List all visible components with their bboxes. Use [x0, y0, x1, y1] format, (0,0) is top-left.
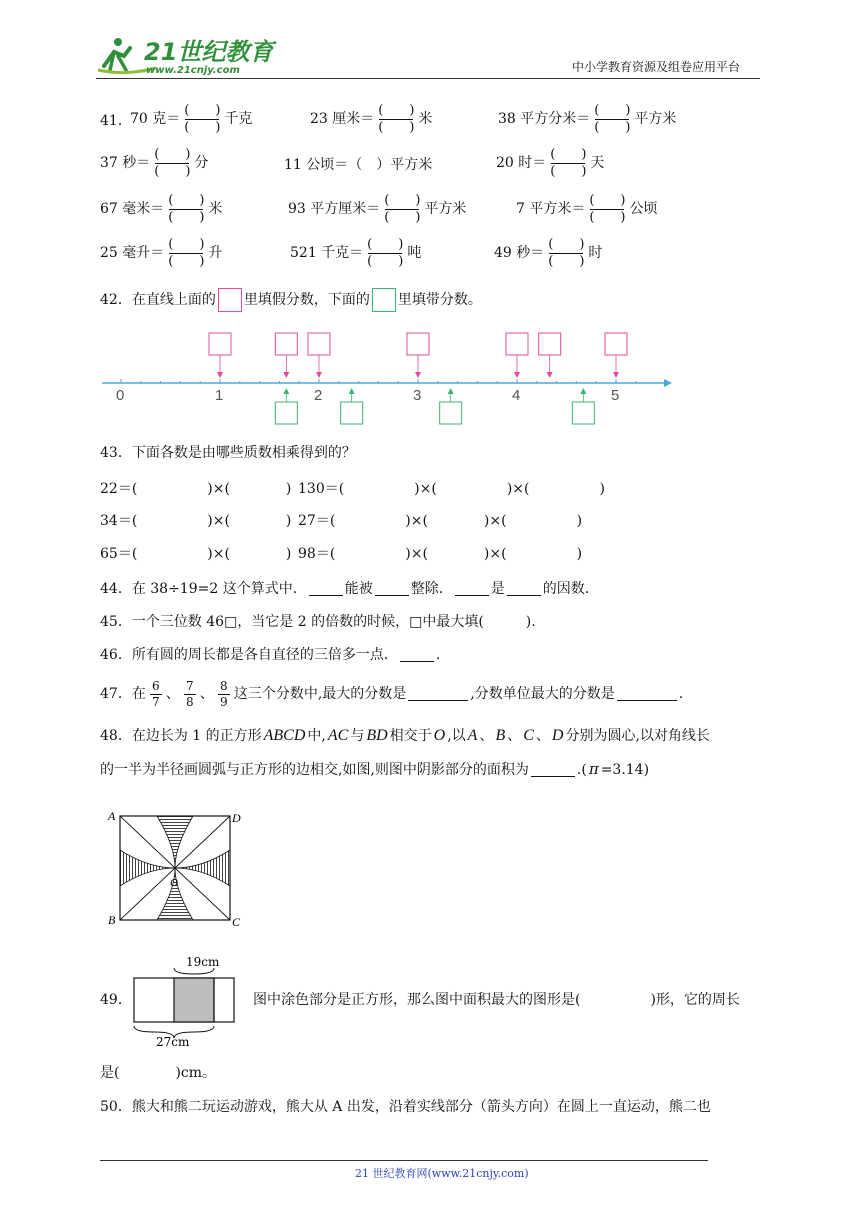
q41-r1-c1: 70 克＝ $\frac{( )}{( )}$ 千克 — [130, 103, 253, 135]
mixed-number-box — [440, 402, 462, 424]
down-arrow-icon — [415, 372, 421, 378]
q44-question: 44．在 38÷19=2 这个算式中． 能被 整除． 是 的因数． — [100, 581, 599, 597]
q50-question: 50．熊大和熊二玩运动游戏，熊大从 A 出发，沿着实线部分（箭头方向）在圆上一直运动，熊二也 — [100, 1099, 711, 1115]
q41-number: 41． — [100, 113, 132, 129]
header-platform-text: 中小学教育资源及组卷应用平台 — [572, 60, 741, 74]
shade-bottom — [157, 868, 193, 920]
improper-fraction-box — [407, 333, 429, 355]
down-arrow-icon — [316, 372, 322, 378]
q46-question: 46．所有圆的周长都是各自直径的三倍多一点． . — [100, 647, 441, 663]
label-o: O — [170, 877, 178, 889]
q49-line2: 是( )cm。 — [100, 1065, 217, 1081]
q41-r4-c2: 521 千克＝ $\frac{( )}{( )}$ 吨 — [290, 237, 422, 269]
mixed-number-box — [572, 402, 594, 424]
shade-top — [157, 816, 193, 868]
q42-question: 42．在直线上面的 里填假分数，下面的 里填带分数。 — [100, 288, 482, 312]
label-27cm: 27cm — [156, 1035, 190, 1046]
axis-arrow-icon — [664, 379, 672, 387]
q48-line1: 48．在边长为 1 的正方形 ABCD 中, AC 与 BD 相交于 O ,以 A 、 B 、 C 、 D 分别为圆心,以对角线长 — [100, 727, 710, 744]
shaded-square — [174, 978, 214, 1022]
rectangle-square-figure — [126, 952, 242, 1046]
logo-url: www.21cnjy.com — [146, 65, 240, 76]
footer-divider — [100, 1160, 708, 1161]
q49-number: 49． — [100, 992, 132, 1008]
q41-r2-c2: 11 公顷＝（ ）平方米 — [284, 157, 433, 173]
down-arrow-icon — [514, 372, 520, 378]
q41-r2-c1: 37 秒＝ $\frac{( )}{( )}$ 分 — [100, 147, 209, 179]
q41-r3-c3: 7 平方米＝ $\frac{( )}{( )}$ 公顷 — [516, 193, 658, 225]
label-c: C — [232, 915, 241, 929]
down-arrow-icon — [217, 372, 223, 378]
footer-text: 21 世纪教育网(www.21cnjy.com) — [355, 1167, 529, 1180]
label-a: A — [108, 809, 116, 823]
q41-r3-c1: 67 毫米＝ $\frac{( )}{( )}$ 米 — [100, 193, 223, 225]
tick-label: 1 — [215, 387, 224, 404]
q41-r1-c2: 23 厘米＝ $\frac{( )}{( )}$ 米 — [310, 103, 433, 135]
q41-r3-c2: 93 平方厘米＝ $\frac{( )}{( )}$ 平方米 — [288, 193, 467, 225]
logo-text: 21世纪教育 — [144, 38, 274, 66]
improper-fraction-box — [209, 333, 231, 355]
green-box-sample — [372, 288, 396, 312]
q41-r4-c3: 49 秒＝ $\frac{( )}{( )}$ 时 — [494, 237, 603, 269]
q43-question: 43．下面各数是由哪些质数相乘得到的？ — [100, 445, 356, 461]
q45-question: 45．一个三位数 46□，当它是 2 的倍数的时候，□中最大填( ). — [100, 614, 536, 630]
improper-fraction-box — [506, 333, 528, 355]
mixed-number-box — [341, 402, 363, 424]
tick-label: 3 — [413, 387, 422, 404]
improper-fraction-box — [275, 333, 297, 355]
tick-label: 4 — [512, 387, 521, 404]
pink-box-sample — [218, 288, 242, 312]
shade-right — [175, 850, 230, 886]
down-arrow-icon — [547, 372, 553, 378]
q48-line2: 的一半为半径画圆弧与正方形的边相交,如图,则图中阴影部分的面积为 .( π =3.14) — [100, 760, 650, 778]
improper-fraction-box — [539, 333, 561, 355]
shade-left — [120, 850, 175, 886]
down-arrow-icon — [613, 372, 619, 378]
improper-fraction-box — [605, 333, 627, 355]
tick-label: 5 — [611, 387, 620, 404]
q47-question: 47．在 $\frac{6}{7}$ 、 $\frac{7}{8}$ 、 $\frac{8}{9}$ 这三个分数中,最大的分数是 ,分数单位最大的分数是 . — [100, 679, 684, 709]
tick-label: 0 — [116, 387, 125, 404]
label-b: B — [108, 913, 116, 927]
tick-label: 2 — [314, 387, 323, 404]
q43-row1-a: 22＝( )×( ) — [100, 481, 292, 497]
q43-row3-b: 98＝( )×( )×( ) — [298, 546, 583, 562]
q43-row2-a: 34＝( )×( ) — [100, 513, 292, 529]
label-d: D — [232, 811, 241, 825]
label-19cm: 19cm — [186, 955, 220, 969]
q43-row2-b: 27＝( )×( )×( ) — [298, 513, 583, 529]
square-arcs-figure — [104, 806, 244, 930]
number-line-diagram — [96, 328, 676, 432]
q41-r1-c3: 38 平方分米＝ $\frac{( )}{( )}$ 平方米 — [498, 103, 677, 135]
q41-r2-c3: 20 时＝ $\frac{( )}{( )}$ 天 — [496, 147, 605, 179]
improper-fraction-box — [308, 333, 330, 355]
q43-row3-a: 65＝( )×( ) — [100, 546, 292, 562]
down-arrow-icon — [283, 372, 289, 378]
q49-text: 图中涂色部分是正方形，那么图中面积最大的图形是( )形，它的周长 — [253, 992, 740, 1008]
header-divider — [96, 78, 760, 79]
q41-r4-c1: 25 毫升＝ $\frac{( )}{( )}$ 升 — [100, 237, 223, 269]
q43-row1-b: 130＝( )×( )×( ) — [298, 481, 605, 497]
mixed-number-box — [275, 402, 297, 424]
